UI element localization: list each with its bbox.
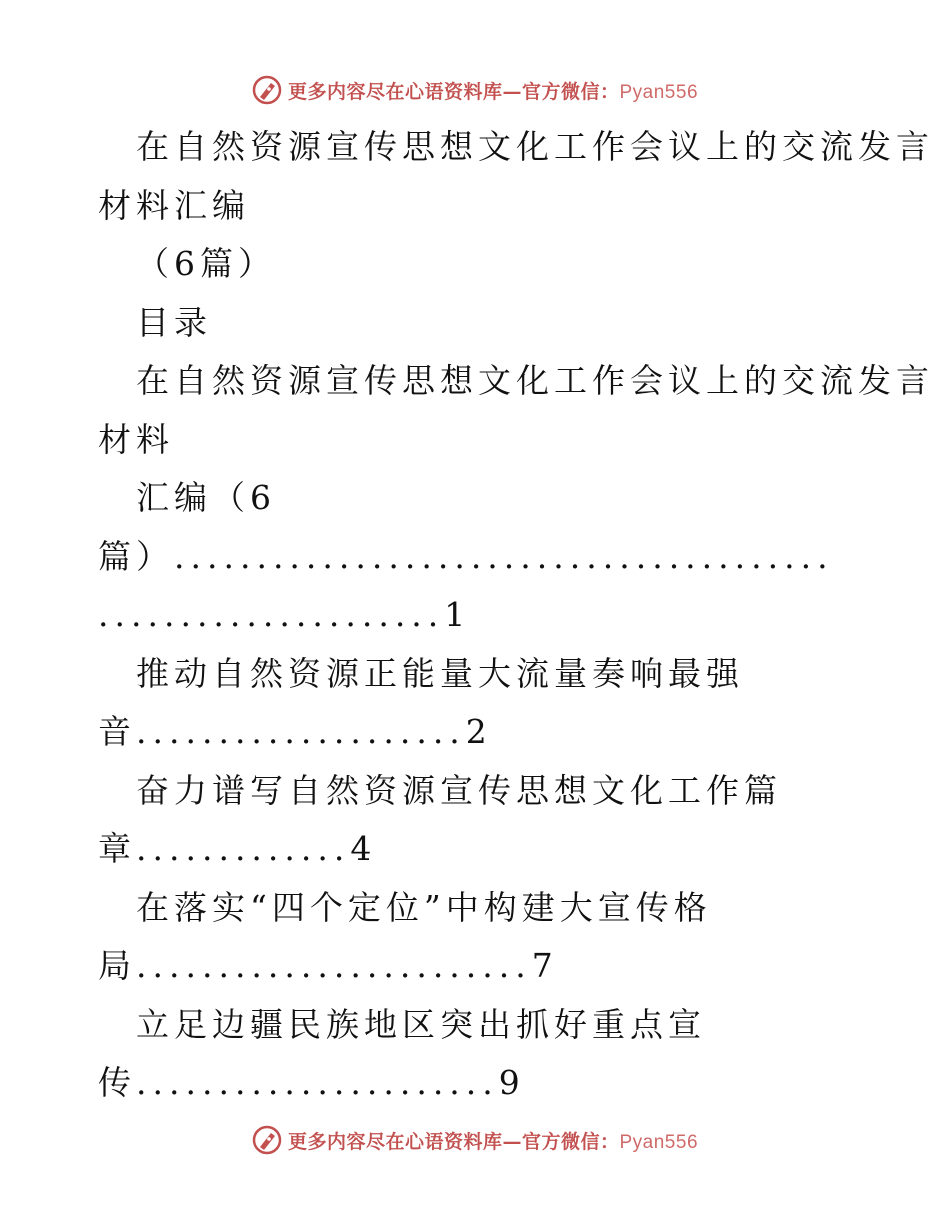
toc-entry-2-page-line	[98, 703, 858, 762]
banner-text: 更多内容尽在心语资料库—官方微信：Pyan556	[287, 80, 699, 103]
toc-entry-5-tail: 传	[98, 1063, 136, 1102]
toc-entry-1-title: 在自然资源宣传思想文化工作会议上的交流发言	[136, 361, 934, 400]
toc-leader-dots: ........................................	[174, 536, 834, 576]
pen-nib-circle-icon	[252, 75, 282, 105]
toc-entry-4-title: 在落实“四个定位”中构建大宣传格	[136, 887, 712, 927]
toc-leader-dots: ....................	[136, 712, 466, 751]
header-banner	[0, 70, 950, 110]
toc-entry-5-page: 9	[498, 1063, 525, 1102]
toc-leader-dots: ......................	[136, 1063, 499, 1102]
footer-banner	[0, 1120, 950, 1160]
toc-entry-2-tail: 音	[98, 712, 136, 751]
banner-text: 更多内容尽在心语资料库—官方微信：Pyan556	[287, 1130, 699, 1153]
toc-leader-dots: .............	[136, 829, 351, 868]
toc-entry-1-tail: 篇）	[98, 536, 174, 576]
toc-entry-1-leader-line	[98, 528, 858, 587]
toc-heading: 目录	[136, 302, 212, 342]
toc-entry-2-page: 2	[465, 712, 492, 751]
toc-entry-3-tail: 章	[98, 829, 136, 868]
document-count: （6篇）	[136, 244, 276, 283]
document-body	[98, 118, 934, 1113]
toc-entry-4-page: 7	[531, 946, 558, 985]
toc-leader-dots: ........................	[136, 946, 532, 985]
document-title-continued: 材料汇编	[98, 185, 250, 225]
toc-entry-5-title: 立足边疆民族地区突出抓好重点宣	[136, 1004, 706, 1044]
toc-entry-1-page-line	[98, 586, 858, 645]
toc-entry-5-page-line	[98, 1054, 858, 1113]
toc-entry-1-page: 1	[444, 595, 471, 634]
banner-account: Pyan556	[619, 1131, 699, 1153]
toc-entry-4-tail: 局	[98, 946, 136, 985]
pen-nib-circle-icon	[252, 1125, 282, 1155]
banner-account: Pyan556	[619, 81, 699, 103]
toc-leader-dots: .....................	[98, 595, 445, 634]
toc-entry-3-title: 奋力谱写自然资源宣传思想文化工作篇	[136, 770, 782, 810]
toc-entry-3-page: 4	[350, 829, 377, 868]
document-title: 在自然资源宣传思想文化工作会议上的交流发言	[136, 127, 934, 166]
toc-entry-1-title-continued: 材料	[98, 419, 174, 459]
toc-entry-1-title-continued-2: 汇编（6	[136, 478, 276, 517]
toc-entry-4-page-line	[98, 937, 858, 996]
toc-entry-2-title: 推动自然资源正能量大流量奏响最强	[136, 653, 744, 693]
toc-entry-3-page-line	[98, 820, 858, 879]
